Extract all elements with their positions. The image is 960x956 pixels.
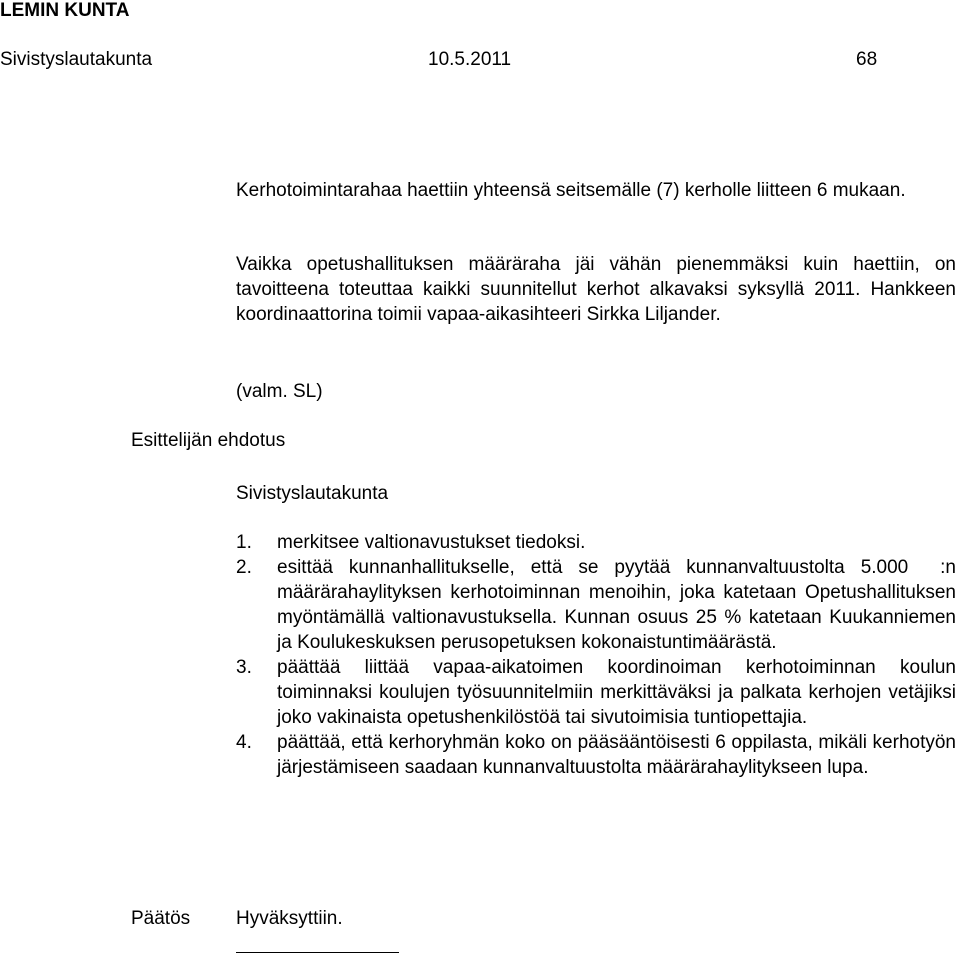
- meeting-date: 10.5.2011: [428, 49, 512, 70]
- list-item-text: esittää kunnanhallitukselle, että se pyytää kunnanvaltuustolta 5.000 :n määrärahaylityksen kerhotoiminnan menoihin, joka katetaan Opetushallituksen myöntämällä valtionavustuksella. Kunnan osuus 25 % katetaan Kuukanniemen ja Koulukeskuksen perusopetuksen kokonaistuntimäärästä.: [277, 557, 956, 653]
- list-item: [236, 655, 956, 730]
- intro-paragraph-2: Vaikka opetushallituksen määräraha jäi vähän pienemmäksi kuin haettiin, on tavoitteena toteuttaa kaikki suunnitellut kerhot alkavaksi syksyllä 2011. Hankkeen koordinaattorina toimii vapaa-aikasihteeri Sirkka Liljander.: [236, 254, 956, 325]
- decision-text: Hyväksyttiin.: [236, 908, 343, 929]
- signature-rule: [236, 952, 399, 953]
- decision-label: Päätös: [131, 908, 191, 929]
- list-item: [236, 555, 956, 655]
- committee-name: Sivistyslautakunta: [0, 49, 153, 70]
- list-item-number: 4.: [236, 732, 252, 753]
- list-item: [236, 730, 956, 780]
- list-item: [236, 530, 956, 555]
- list-item-number: 2.: [236, 557, 252, 578]
- preparer-note: (valm. SL): [236, 381, 323, 402]
- list-item-number: 1.: [236, 532, 252, 553]
- organization-name: LEMIN KUNTA: [0, 0, 130, 21]
- page-number: 68: [856, 49, 878, 70]
- list-item-text: merkitsee valtionavustukset tiedoksi.: [277, 532, 586, 553]
- list-item-number: 3.: [236, 657, 252, 678]
- list-item-text: päättää, että kerhoryhmän koko on pääsääntöisesti 6 oppilasta, mikäli kerhotyön järjestämiseen saadaan kunnanvaltuustolta määrärahaylitykseen lupa.: [277, 732, 956, 778]
- proposal-label: Esittelijän ehdotus: [131, 430, 286, 451]
- list-item-text: päättää liittää vapaa-aikatoimen koordinoiman kerhotoiminnan koulun toiminnaksi koulujen työsuunnitelmiin merkittäväksi ja palkata kerhojen vetäjiksi joko vakinaista opetushenkilöstöä tai sivutoimisia tuntiopettajia.: [277, 657, 956, 728]
- proposal-addressee: Sivistyslautakunta: [236, 483, 389, 504]
- proposal-list: [236, 530, 956, 780]
- intro-paragraph-1: Kerhotoimintarahaa haettiin yhteensä seitsemälle (7) kerholle liitteen 6 mukaan.: [236, 180, 906, 201]
